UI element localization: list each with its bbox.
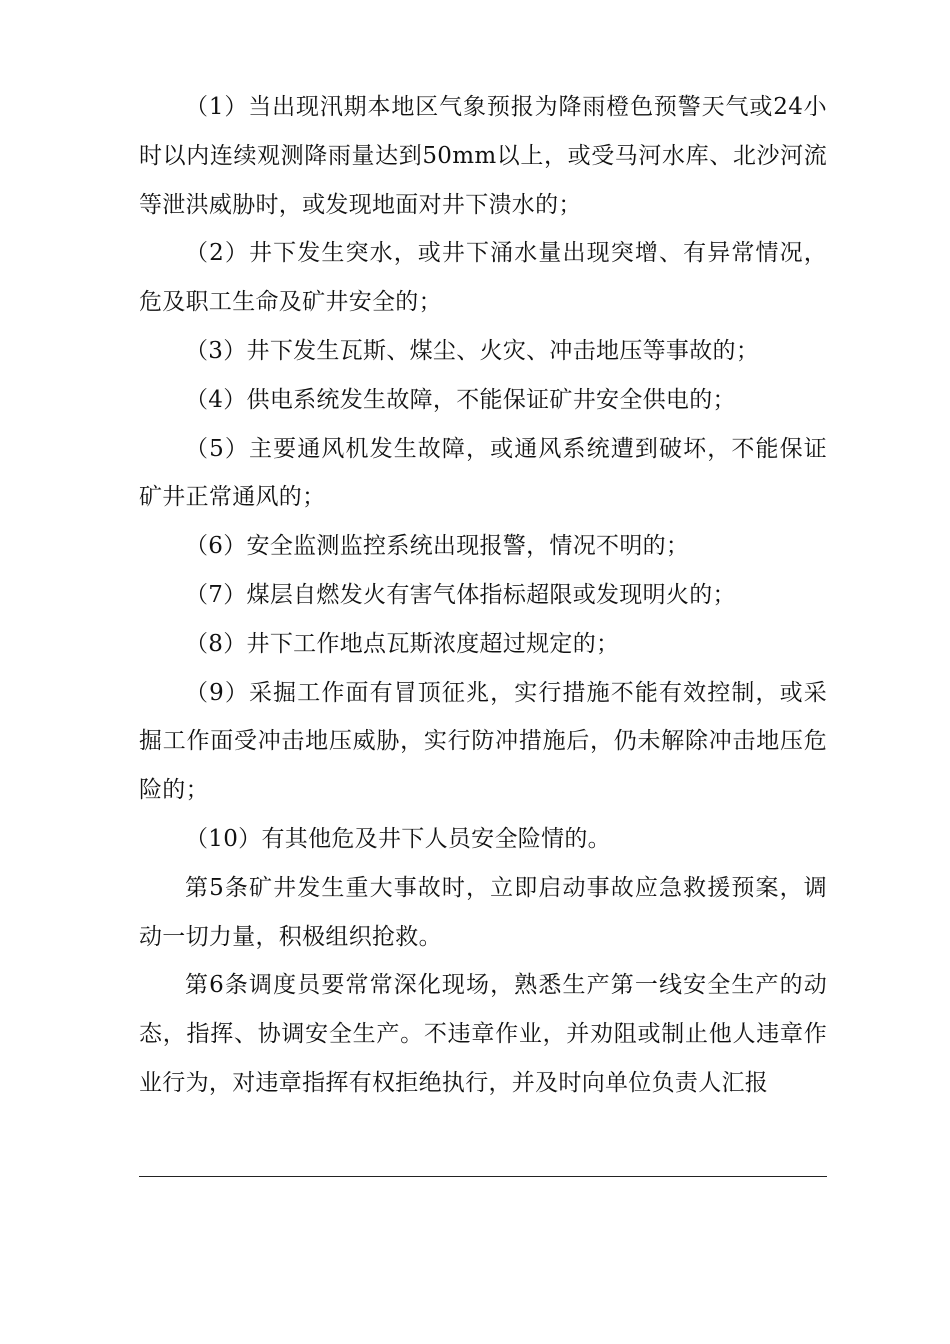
footer-divider	[139, 1176, 827, 1177]
paragraph-item-8: （8）井下工作地点瓦斯浓度超过规定的；	[185, 630, 620, 657]
paragraph-item-9: （9）采掘工作面有冒顶征兆，实行措施不能有效控制，或采掘工作面受冲击地压威胁，实行防冲措施后，仍未解除冲击地压危险的；	[139, 679, 827, 804]
paragraph-item-10: （10）有其他危及井下人员安全险情的。	[185, 825, 611, 852]
paragraph-item-6: （6）安全监测监控系统出现报警，情况不明的；	[185, 533, 690, 560]
article-5-paragraph: 第5条矿井发生重大事故时，立即启动事故应急救援预案，调动一切力量，积极组织抢救。	[139, 874, 827, 950]
paragraph-item-4: （4）供电系统发生故障，不能保证矿井安全供电的；	[185, 386, 736, 413]
paragraph-item-2: （2）井下发生突水，或井下涌水量出现突增、有异常情况，危及职工生命及矿井安全的；	[139, 240, 827, 316]
paragraph-item-3: （3）井下发生瓦斯、煤尘、火灾、冲击地压等事故的；	[185, 337, 760, 364]
paragraph-item-7: （7）煤层自燃发火有害气体指标超限或发现明火的；	[185, 581, 736, 608]
paragraph-item-5: （5）主要通风机发生故障，或通风系统遭到破坏，不能保证矿井正常通风的；	[139, 435, 827, 511]
article-6-paragraph: 第6条调度员要常常深化现场，熟悉生产第一线安全生产的动态，指挥、协调安全生产。不违章作业，并劝阻或制止他人违章作业行为，对违章指挥有权拒绝执行，并及时向单位负责人汇报	[139, 972, 827, 1096]
document-body	[139, 83, 827, 1108]
paragraph-item-1: （1）当出现汛期本地区气象预报为降雨橙色预警天气或24小时以内连续观测降雨量达到50mm以上，或受马河水库、北沙河流等泄洪威胁时，或发现地面对井下溃水的；	[139, 94, 827, 218]
